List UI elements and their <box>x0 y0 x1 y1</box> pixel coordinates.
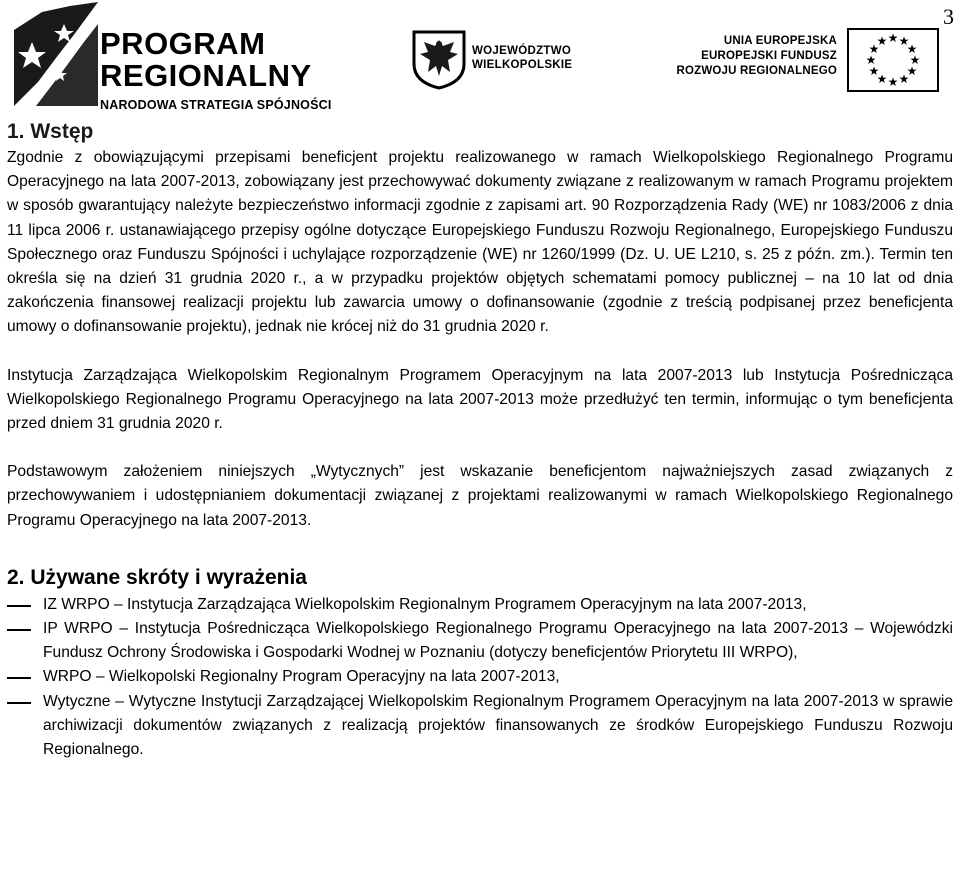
svg-text:★: ★ <box>909 53 921 67</box>
wielkopolskie-logo <box>410 30 610 90</box>
eu-logo <box>655 28 945 92</box>
program-regionalny-logo <box>12 2 342 112</box>
list-item-text: Wytyczne – Wytyczne Instytucji Zarządzającej Wielkopolskim Regionalnym Programem Operacyjnym na lata 2007-2013 w sprawie archiwizacji dokumentów związanych z realizacją projektów finansowanych ze środków Europejskiego Funduszu Rozwoju Regionalnego. <box>43 692 953 759</box>
section1-paragraph2: Instytucja Zarządzająca Wielkopolskim Regionalnym Programem Operacyjnym na lata 2007-2013 lub Instytucja Pośrednicząca Wielkopolskiego Regionalnego Programu Operacyjnego na lata 2007-2013 może przedłużyć ten termin, informując o tym beneficjenta przed dniem 31 grudnia 2020 r. <box>7 366 953 433</box>
abbreviations-list <box>7 593 953 762</box>
list-item <box>7 593 953 617</box>
region-logo-line2: WIELKOPOLSKIE <box>472 59 573 71</box>
section1-heading: 1. Wstęp <box>7 120 94 143</box>
section2-heading: 2. Używane skróty i wyrażenia <box>7 565 307 589</box>
svg-text:★: ★ <box>876 34 888 48</box>
program-logo-line2: REGIONALNY <box>100 58 312 93</box>
list-item <box>7 665 953 689</box>
list-item <box>7 617 953 665</box>
list-item-text: IP WRPO – Instytucja Pośrednicząca Wielkopolskiego Regionalnego Programu Operacyjnego na lata 2007-2013 – Wojewódzki Fundusz Ochrony Środowiska i Gospodarki Wodnej w Poznaniu (dotyczy beneficjentów Priorytetu III WRPO), <box>43 620 953 662</box>
eu-logo-line3: ROZWOJU REGIONALNEGO <box>676 65 837 77</box>
region-logo-line1: WOJEWÓDZTWO <box>472 45 572 57</box>
svg-text:★: ★ <box>868 42 880 56</box>
svg-text:★: ★ <box>906 64 918 78</box>
eu-flag-icon <box>847 28 939 92</box>
list-item <box>7 690 953 763</box>
svg-text:★: ★ <box>898 34 910 48</box>
section1-paragraph1: Zgodnie z obowiązującymi przepisami beneficjent projektu realizowanego w ramach Wielkopolskiego Regionalnego Programu Operacyjnego na lata 2007-2013, zobowiązany jest przechowywać dokumenty związane z realizowanym w ramach Programu projektem w sposób gwarantujący należyte bezpieczeństwo informacji zgodnie z zapisami art. 90 Rozporządzenia Rady (WE) nr 1083/2006 z dnia 11 lipca 2006 r. ustanawiającego przepisy ogólne dotyczące Europejskiego Funduszu Rozwoju Regionalnego, Europejskiego Funduszu Społecznego oraz Funduszu Spójności i uchylające rozporządzenie (WE) nr 1260/1999 (Dz. U. UE L210, s. 25 z późn. zm.). Termin ten określa się na dzień 31 grudnia 2020 r., a w przypadku projektów objętych schematami pomocy publicznej – na 10 lat od dnia zakończenia finansowej realizacji projektu lub zawarcia umowy o dofinansowanie (zgodnie z treścią podpisanej przez beneficjenta umowy o dofinansowanie projektu), jednak nie krócej niż do 31 grudnia 2020 r. <box>7 149 953 336</box>
svg-text:★: ★ <box>868 64 880 78</box>
program-logo-tagline: NARODOWA STRATEGIA SPÓJNOŚCI <box>100 98 332 112</box>
svg-text:★: ★ <box>898 72 910 86</box>
document-body <box>7 118 953 762</box>
svg-text:★: ★ <box>906 42 918 56</box>
program-logo-line1: PROGRAM <box>100 26 266 61</box>
list-item-text: IZ WRPO – Instytucja Zarządzająca Wielkopolskim Regionalnym Programem Operacyjnym na lata 2007-2013, <box>43 595 807 613</box>
eagle-crest-icon <box>410 30 468 90</box>
eu-logo-line1: UNIA EUROPEJSKA <box>723 35 837 47</box>
svg-text:★: ★ <box>865 53 877 67</box>
svg-text:★: ★ <box>887 75 899 89</box>
svg-text:★: ★ <box>876 72 888 86</box>
program-regionalny-emblem <box>12 2 98 106</box>
page-number: 3 <box>943 4 954 29</box>
list-item-text: WRPO – Wielkopolski Regionalny Program Operacyjny na lata 2007-2013, <box>43 668 560 686</box>
section1-paragraph3: Podstawowym założeniem niniejszych „Wytycznych” jest wskazanie beneficjentom najważniejszych zasad związanych z przechowywaniem i udostępnianiem dokumentacji związanej z projektami realizowanymi w ramach Wielkopolskiego Regionalnego Programu Operacyjnego na lata 2007-2013. <box>7 463 953 529</box>
svg-text:★: ★ <box>887 31 899 45</box>
eu-logo-line2: EUROPEJSKI FUNDUSZ <box>701 50 837 62</box>
